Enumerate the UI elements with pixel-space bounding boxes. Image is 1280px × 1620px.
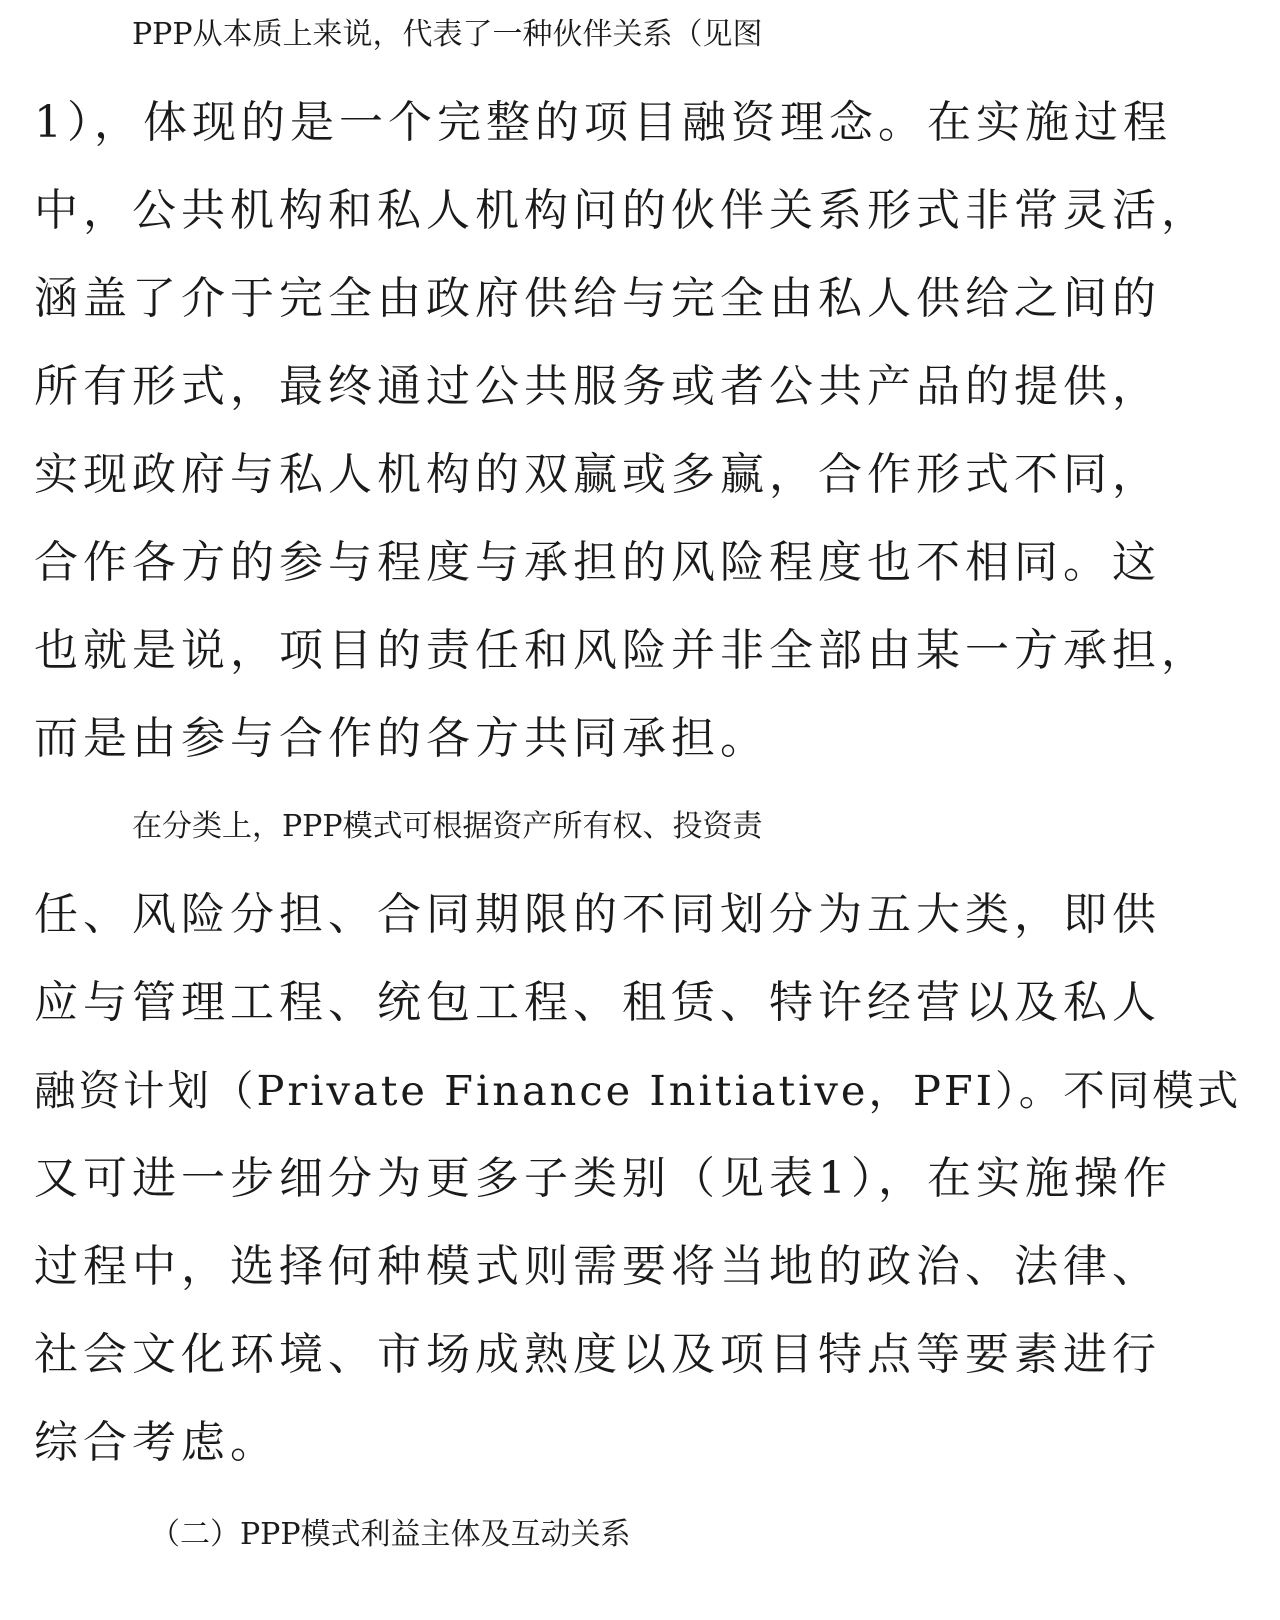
text-line: 社会文化环境、市场成熟度以及项目特点等要素进行 xyxy=(34,1329,1161,1380)
text-line: 应与管理工程、统包工程、租赁、特许经营以及私人 xyxy=(34,977,1161,1028)
text-line: 所有形式，最终通过公共服务或者公共产品的提供， xyxy=(34,361,1161,412)
text-line: 综合考虑。 xyxy=(34,1417,279,1468)
text-line: 任、风险分担、合同期限的不同划分为五大类，即供 xyxy=(34,889,1161,940)
text-line: 1），体现的是一个完整的项目融资理念。在实施过程 xyxy=(34,97,1172,148)
text-line: 实现政府与私人机构的双赢或多赢，合作形式不同， xyxy=(34,449,1161,500)
text-line: 而是由参与合作的各方共同承担。 xyxy=(34,713,769,764)
text-line: 在分类上，PPP模式可根据资产所有权、投资责 xyxy=(132,809,763,844)
text-line: 又可进一步细分为更多子类别（见表1），在实施操作 xyxy=(34,1153,1172,1204)
text-line: 涵盖了介于完全由政府供给与完全由私人供给之间的 xyxy=(34,273,1161,324)
text-line: 合作各方的参与程度与承担的风险程度也不相同。这 xyxy=(34,537,1161,588)
text-line: 中，公共机构和私人机构问的伙伴关系形式非常灵活， xyxy=(34,185,1210,236)
text-line: 融资计划（Private Finance Initiative，PFI）。不同模式 xyxy=(34,1066,1242,1115)
text-line: 也就是说，项目的责任和风险并非全部由某一方承担， xyxy=(34,625,1210,676)
text-line: 过程中，选择何种模式则需要将当地的政治、法律、 xyxy=(34,1241,1161,1292)
section-heading: （二）PPP模式利益主体及互动关系 xyxy=(150,1517,631,1552)
text-line: PPP从本质上来说，代表了一种伙伴关系（见图 xyxy=(132,17,763,52)
